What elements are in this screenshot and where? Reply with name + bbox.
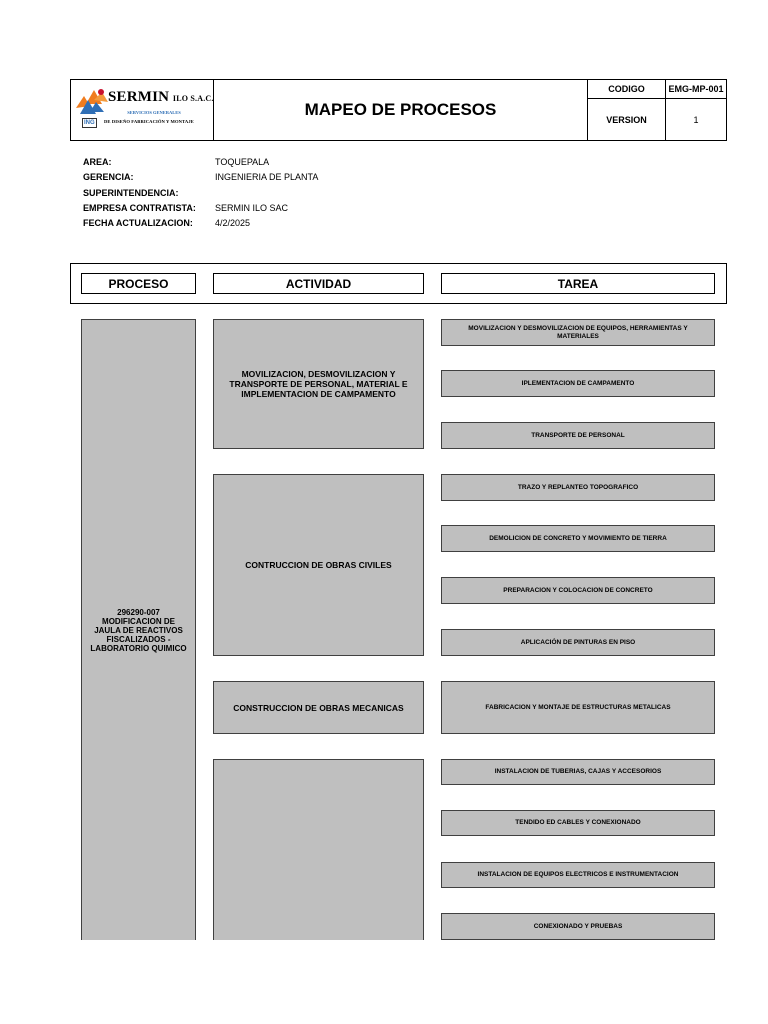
tarea-box (441, 629, 715, 656)
tarea-text: TENDIDO ED CABLES Y CONEXIONADO (515, 819, 641, 826)
tarea-text: INSTALACION DE EQUIPOS ELECTRICOS E INSTRUMENTACION (477, 871, 679, 878)
codigo-value: EMG-MP-001 (668, 84, 724, 94)
info-value-fecha: 4/2/2025 (215, 218, 251, 228)
column-header-actividad: ACTIVIDAD (213, 273, 424, 294)
tarea-box (441, 862, 715, 888)
codigo-label: CODIGO (608, 84, 645, 94)
logo-name: SERMIN (108, 89, 170, 105)
tarea-box (441, 319, 715, 346)
actividad-text: CONTRUCCION DE OBRAS CIVILES (245, 560, 392, 570)
actividad-box (213, 759, 424, 940)
sermin-logo-icon (74, 86, 108, 116)
tarea-box (441, 525, 715, 552)
info-value-gerencia: INGENIERIA DE PLANTA (215, 172, 319, 182)
logo-description: DE DISEÑO FABRICACIÓN Y MONTAJE (104, 119, 194, 124)
version-label: VERSION (606, 114, 647, 125)
info-label-superintendencia: SUPERINTENDENCIA: (83, 188, 179, 198)
proceso-text: 296290-007 MODIFICACION DE JAULA DE REACTIVOS FISCALIZADOS - LABORATORIO QUIMICO (90, 607, 187, 653)
actividad-box (213, 474, 424, 656)
tarea-text: PREPARACION Y COLOCACION DE CONCRETO (503, 586, 653, 594)
tarea-text: MOVILIZACION Y DESMOVILIZACION DE EQUIPOS, HERRAMIENTAS Y MATERIALES (468, 324, 688, 340)
tarea-box (441, 810, 715, 836)
actividad-text: MOVILIZACION, DESMOVILIZACION Y TRANSPORTE DE PERSONAL, MATERIAL E IMPLEMENTACION DE CAMPAMENTO (229, 369, 408, 399)
tarea-box (441, 474, 715, 501)
tarea-box (441, 759, 715, 785)
column-header-proceso: PROCESO (81, 273, 196, 294)
tarea-text: FABRICACION Y MONTAJE DE ESTRUCTURAS METALICAS (485, 703, 671, 711)
info-label-empresa: EMPRESA CONTRATISTA: (83, 203, 196, 213)
info-label-fecha: FECHA ACTUALIZACION: (83, 218, 193, 228)
tarea-text: TRAZO Y REPLANTEO TOPOGRAFICO (517, 483, 639, 491)
tarea-text: IPLEMENTACION DE CAMPAMENTO (521, 379, 635, 387)
logo-suffix: ILO S.A.C. (172, 94, 214, 103)
logo-ing-badge: ING (84, 120, 95, 126)
actividad-box (213, 681, 424, 734)
tarea-box (441, 577, 715, 604)
proceso-box (81, 319, 196, 940)
tarea-text: APLICACIÓN DE PINTURAS EN PISO (520, 638, 636, 646)
logo-subtitle: SERVICIOS GENERALES (127, 110, 181, 115)
document-title: MAPEO DE PROCESOS (214, 79, 588, 141)
tarea-text: CONEXIONADO Y PRUEBAS (533, 922, 623, 930)
info-value-area: TOQUEPALA (215, 157, 270, 167)
info-value-empresa: SERMIN ILO SAC (215, 203, 289, 213)
tarea-box (441, 681, 715, 734)
tarea-text: INSTALACION DE TUBERIAS, CAJAS Y ACCESORIOS (494, 768, 662, 775)
logo-wordmark (108, 89, 214, 106)
info-label-gerencia: GERENCIA: (83, 172, 134, 182)
tarea-text: TRANSPORTE DE PERSONAL (531, 431, 625, 439)
tarea-box (441, 913, 715, 940)
version-value: 1 (693, 114, 699, 125)
tarea-box (441, 422, 715, 449)
info-label-area: AREA: (83, 157, 112, 167)
actividad-box (213, 319, 424, 449)
tarea-text: DEMOLICION DE CONCRETO Y MOVIMIENTO DE TIERRA (489, 534, 667, 542)
actividad-text: CONSTRUCCION DE OBRAS MECANICAS (233, 702, 404, 713)
tarea-box (441, 370, 715, 397)
column-header-tarea: TAREA (441, 273, 715, 294)
